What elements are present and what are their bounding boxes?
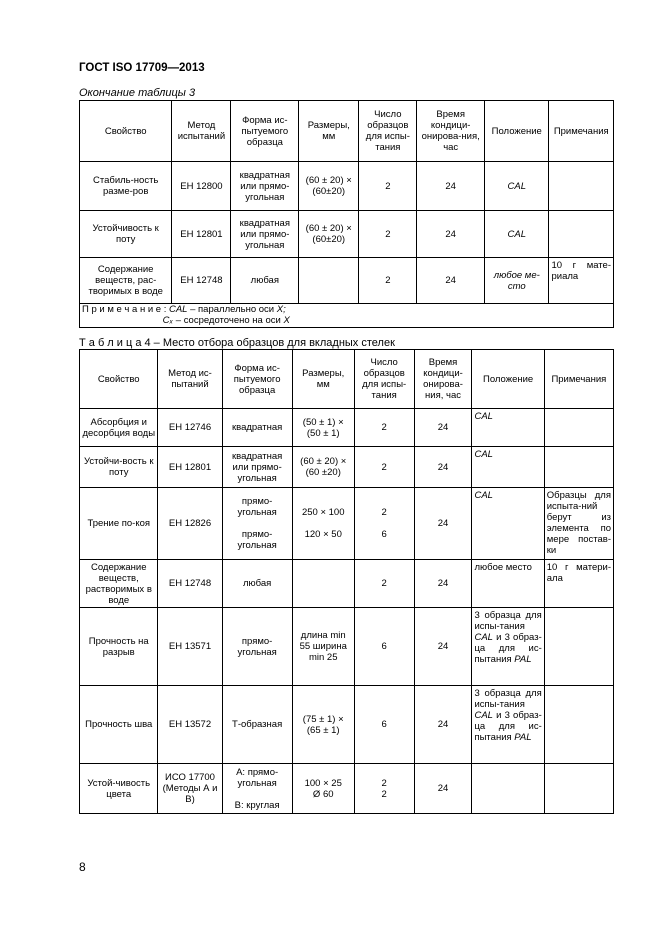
cell-position: CAL: [485, 211, 549, 258]
cell-specimen-shape: квадратная или прямо-угольная: [231, 162, 299, 211]
table-row: [80, 608, 614, 686]
cell-conditioning-time: 24: [414, 560, 472, 608]
cell-property: Трение по-коя: [80, 488, 158, 560]
cell-dimensions: (75 ± 1) × (65 ± 1): [292, 686, 354, 764]
cell-method: ЕН 12748: [158, 560, 222, 608]
cell-property: Абсорбция и десорбция воды: [80, 409, 158, 447]
header-specimen-count: Число образцов для испы-тания: [359, 101, 417, 162]
cell-dimensions: 250 × 100 120 × 50: [292, 488, 354, 560]
cell-method: ИСО 17700 (Методы А и В): [158, 764, 222, 814]
header-position: Положение: [485, 101, 549, 162]
header-notes: Примечания: [549, 101, 614, 162]
header-conditioning-time: Время кондици-онирова-ния, час: [417, 101, 485, 162]
cell-method: ЕН 12748: [172, 258, 231, 304]
cell-conditioning-time: 24: [417, 162, 485, 211]
cell-specimen-count: 2: [359, 211, 417, 258]
table-note: [80, 304, 614, 328]
header-method: Метод испытаний: [172, 101, 231, 162]
cell-position: CAL: [472, 447, 544, 488]
cell-method: ЕН 12800: [172, 162, 231, 211]
table-header-row: [80, 350, 614, 409]
cell-specimen-shape: квадратная или прямо-угольная: [231, 211, 299, 258]
cell-dimensions: [299, 258, 359, 304]
cell-specimen-shape: А: прямо-угольная В: круглая: [222, 764, 292, 814]
table-header-row: [80, 101, 614, 162]
table-note-row: [80, 304, 614, 328]
table-row: [80, 258, 614, 304]
cell-notes: 10 г матери-ала: [544, 560, 613, 608]
cell-notes: Образцы для испыта-ний берут из элемента по мере постав-ки: [544, 488, 613, 560]
cell-specimen-shape: квадратная или прямо-угольная: [222, 447, 292, 488]
cell-specimen-count: 2: [359, 162, 417, 211]
cell-property: Стабиль-ность разме-ров: [80, 162, 172, 211]
cell-property: Содержание веществ, рас-творимых в воде: [80, 258, 172, 304]
cell-conditioning-time: 24: [414, 764, 472, 814]
cell-specimen-shape: прямо-угольная: [222, 608, 292, 686]
cell-method: ЕН 12826: [158, 488, 222, 560]
table4-caption: Т а б л и ц а 4 – Место отбора образцов для вкладных стелек: [79, 337, 395, 349]
document-header: ГОСТ ISO 17709—2013: [79, 62, 205, 74]
cell-dimensions: (60 ± 20) × (60±20): [299, 162, 359, 211]
cell-position: CAL: [485, 162, 549, 211]
cell-position: любое место: [472, 560, 544, 608]
cell-notes: [549, 211, 614, 258]
cell-position: 3 образца для испы-тания CAL и 3 образ-ца для ис-пытания PAL: [472, 608, 544, 686]
header-dimensions: Размеры, мм: [299, 101, 359, 162]
cell-position: CAL: [472, 409, 544, 447]
note-symbol-cx: Cₓ: [162, 315, 174, 326]
header-position: Положение: [472, 350, 544, 409]
table-row: [80, 764, 614, 814]
cell-property: Прочность шва: [80, 686, 158, 764]
cell-notes: [544, 409, 613, 447]
cell-property: Прочность на разрыв: [80, 608, 158, 686]
table-row: [80, 162, 614, 211]
cell-conditioning-time: 24: [414, 488, 472, 560]
cell-specimen-count: 2 2: [354, 764, 414, 814]
cell-method: ЕН 12801: [172, 211, 231, 258]
header-specimen-count: Число образцов для испы-тания: [354, 350, 414, 409]
note-text-parallel: – параллельно оси: [190, 304, 275, 315]
cell-conditioning-time: 24: [414, 686, 472, 764]
cell-position: любое ме-сто: [485, 258, 549, 304]
cell-notes: [549, 162, 614, 211]
cell-specimen-count: 6: [354, 608, 414, 686]
note-symbol-cal: CAL: [168, 304, 188, 315]
cell-notes: [544, 447, 613, 488]
cell-property: Устой-чивость цвета: [80, 764, 158, 814]
cell-conditioning-time: 24: [417, 258, 485, 304]
cell-method: ЕН 13572: [158, 686, 222, 764]
cell-property: Устойчивость к поту: [80, 211, 172, 258]
cell-specimen-count: 2: [354, 447, 414, 488]
cell-notes: [544, 608, 613, 686]
header-property: Свойство: [80, 101, 172, 162]
cell-specimen-shape: прямо-угольная прямо-угольная: [222, 488, 292, 560]
table4: [79, 349, 614, 814]
cell-dimensions: (60 ± 20) × (60±20): [299, 211, 359, 258]
header-dimensions: Размеры, мм: [292, 350, 354, 409]
header-property: Свойство: [80, 350, 158, 409]
cell-dimensions: [292, 560, 354, 608]
cell-specimen-count: 2: [359, 258, 417, 304]
header-method: Метод ис-пытаний: [158, 350, 222, 409]
cell-specimen-shape: любая: [222, 560, 292, 608]
cell-specimen-shape: любая: [231, 258, 299, 304]
cell-dimensions: 100 × 25 Ø 60: [292, 764, 354, 814]
cell-specimen-shape: квадратная: [222, 409, 292, 447]
cell-specimen-count: 2: [354, 409, 414, 447]
header-notes: Примечания: [544, 350, 613, 409]
table-row: [80, 686, 614, 764]
cell-notes: [544, 764, 613, 814]
cell-dimensions: (60 ± 20) × (60 ±20): [292, 447, 354, 488]
table-row: [80, 560, 614, 608]
table3-caption: Окончание таблицы 3: [79, 87, 196, 99]
cell-specimen-count: 6: [354, 686, 414, 764]
cell-method: ЕН 12801: [158, 447, 222, 488]
table-row: [80, 409, 614, 447]
cell-property: Устойчи-вость к поту: [80, 447, 158, 488]
cell-dimensions: (50 ± 1) × (50 ± 1): [292, 409, 354, 447]
note-axis-x: X;: [276, 304, 286, 315]
page-number: 8: [79, 860, 86, 874]
cell-position: [472, 764, 544, 814]
cell-method: ЕН 12746: [158, 409, 222, 447]
cell-dimensions: длина min 55 ширина min 25: [292, 608, 354, 686]
cell-method: ЕН 13571: [158, 608, 222, 686]
table-row: [80, 211, 614, 258]
header-specimen-shape: Форма ис-пытуемого образца: [222, 350, 292, 409]
table-row: [80, 488, 614, 560]
cell-position: 3 образца для испы-тания CAL и 3 образ-ца для ис-пытания PAL: [472, 686, 544, 764]
cell-conditioning-time: 24: [414, 447, 472, 488]
table3: [79, 100, 614, 328]
note-axis-x-2: X: [283, 315, 290, 326]
cell-position: CAL: [472, 488, 544, 560]
header-conditioning-time: Время кондици-онирова-ния, час: [414, 350, 472, 409]
table-row: [80, 447, 614, 488]
cell-property: Содержание веществ, растворимых в воде: [80, 560, 158, 608]
cell-conditioning-time: 24: [414, 409, 472, 447]
note-label: П р и м е ч а н и е :: [82, 304, 167, 315]
cell-conditioning-time: 24: [414, 608, 472, 686]
note-text-concentrated: – сосредоточено на оси: [175, 315, 281, 326]
cell-specimen-count: 2 6: [354, 488, 414, 560]
cell-conditioning-time: 24: [417, 211, 485, 258]
header-specimen-shape: Форма ис-пытуемого образца: [231, 101, 299, 162]
cell-notes: [544, 686, 613, 764]
cell-specimen-shape: Т-образная: [222, 686, 292, 764]
cell-specimen-count: 2: [354, 560, 414, 608]
cell-notes: 10 г мате-риала: [549, 258, 614, 304]
